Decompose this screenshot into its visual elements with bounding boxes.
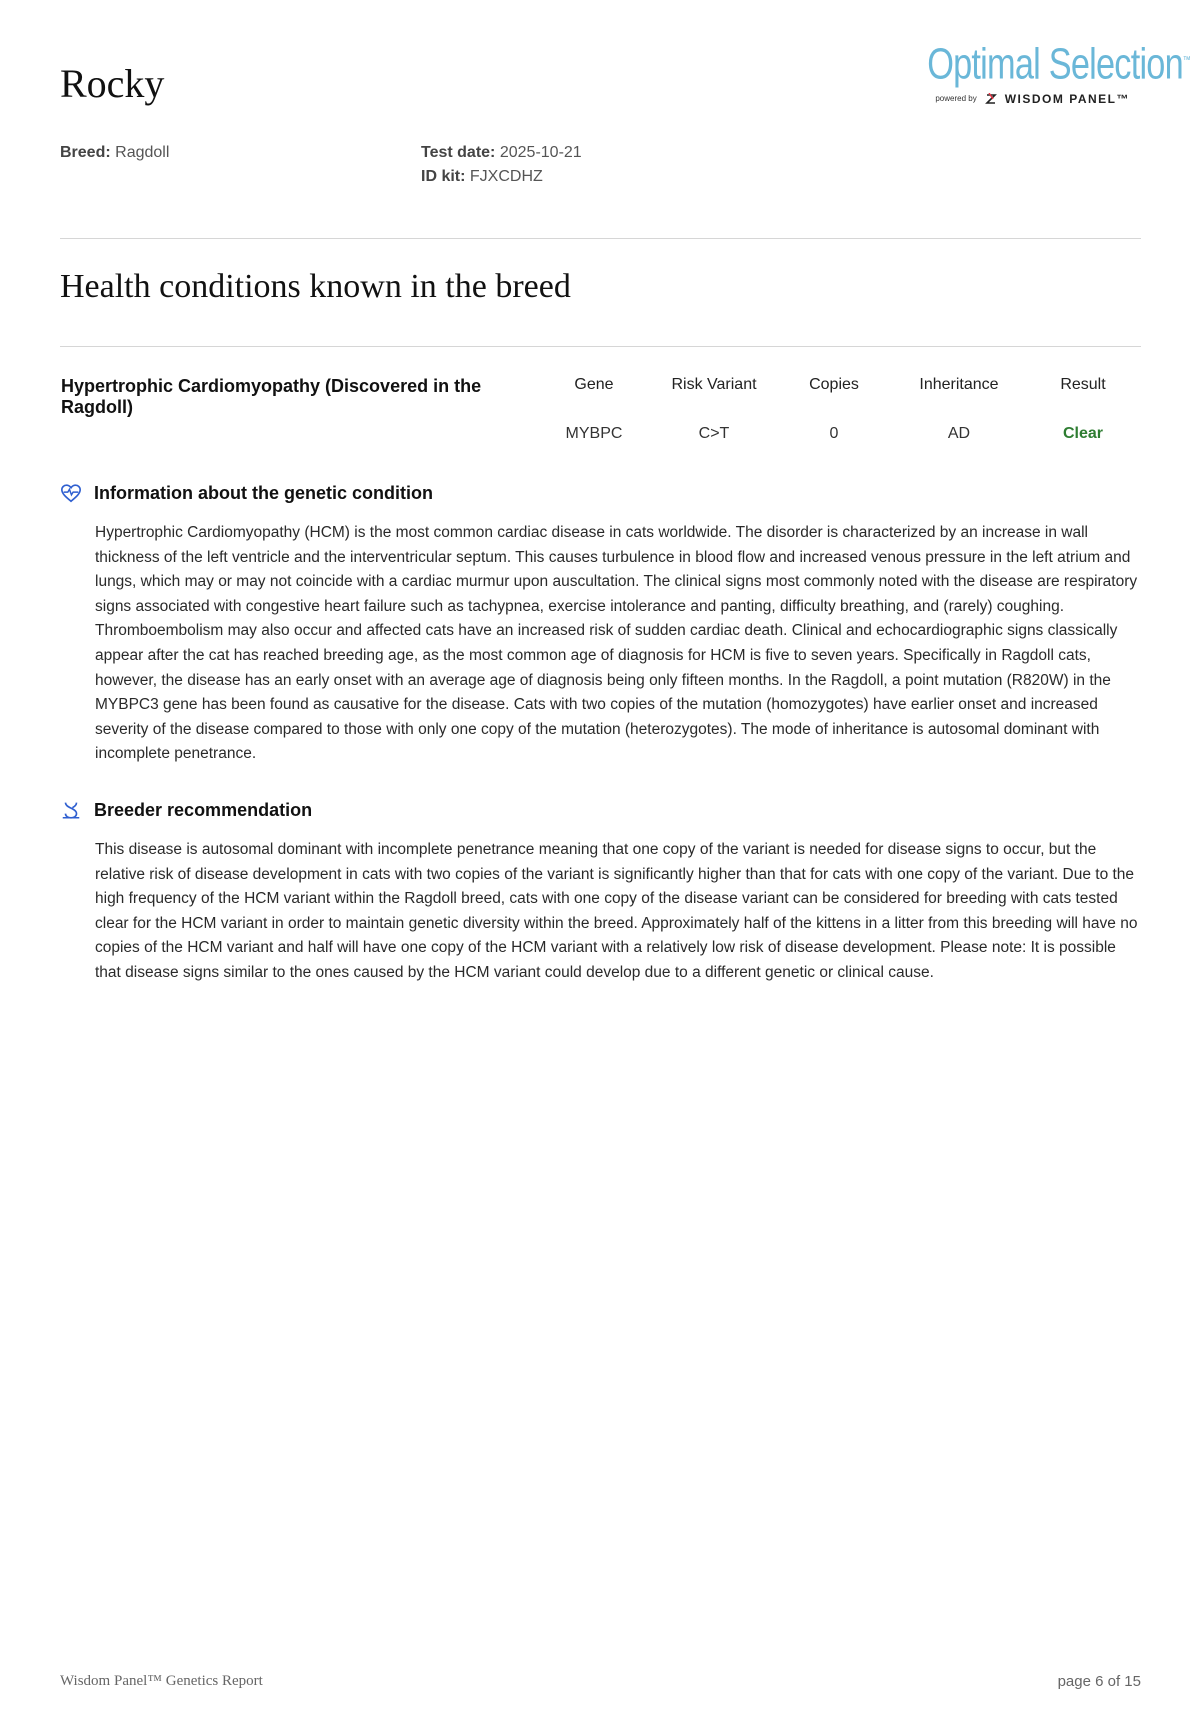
section-title: Health conditions known in the breed xyxy=(60,268,571,305)
divider xyxy=(60,346,1141,347)
result-header: Result xyxy=(1060,376,1106,393)
breeder-heading: Breeder recommendation xyxy=(60,799,312,821)
breed-info: Breed: Ragdoll xyxy=(60,144,170,161)
test-info: Test date: 2025-10-21 ID kit: FJXCDHZ xyxy=(421,144,582,185)
divider xyxy=(60,238,1141,239)
copies-header: Copies xyxy=(809,376,859,393)
result-value: Clear xyxy=(1062,425,1104,442)
gene-value: MYBPC xyxy=(565,425,623,442)
risk-variant-value: C>T xyxy=(698,425,730,442)
condition-name: Hypertrophic Cardiomyopathy (Discovered in the Ragdoll) xyxy=(61,376,482,417)
dna-ribbon-icon xyxy=(60,799,82,821)
info-heading: Information about the genetic condition xyxy=(60,482,433,504)
pet-name: Rocky xyxy=(60,61,165,106)
gene-header: Gene xyxy=(574,376,614,393)
inheritance-value: AD xyxy=(947,425,971,442)
heart-pulse-icon xyxy=(60,482,82,504)
risk-variant-header: Risk Variant xyxy=(671,376,757,393)
logo-title: Optimal Selection™ xyxy=(927,39,1190,89)
breed-value: Ragdoll xyxy=(115,144,170,161)
id-kit-value: FJXCDHZ xyxy=(469,168,543,185)
copies-value: 0 xyxy=(829,425,839,442)
optimal-selection-logo xyxy=(870,36,1190,106)
info-paragraph: Hypertrophic Cardiomyopathy (HCM) is the most common cardiac disease in cats worldwide. The disorder is characterized by an increase in wall thickness of the left ventricle and the interventricular septum. This causes turbulence in blood flow and increased venous pressure in the left atrium and lungs, which may or may not coincide with a cardiac murmur upon auscultation. The clinical signs most commonly noted with the disease are respiratory signs associated with congestive heart failure such as tachypnea, exercise intolerance and panting, difficulty breathing, and (rarely) coughing. Thromboembolism may also occur and affected cats have an increased risk of sudden cardiac death. Clinical and echocardiographic signs classically appear after the cat has reached breeding age, as the most common age of diagnosis for HCM is five to seven years. Specifically in Ragdoll cats, however, the disease has an early onset with an average age of diagnosis being only fifteen months. In the Ragdoll, a point mutation (R820W) in the MYBPC3 gene has been found as causative for the disease. Cats with two copies of the mutation (homozygotes) have earlier onset and increased severity of the disease compared to those with only one copy of the mutation (heterozygotes). The mode of inheritance is autosomal dominant with incomplete penetrance. xyxy=(95,524,1138,763)
footer-page-number: page 6 of 15 xyxy=(1057,1673,1141,1690)
test-date-value: 2025-10-21 xyxy=(499,144,582,161)
inheritance-header: Inheritance xyxy=(919,376,999,393)
breeder-paragraph: This disease is autosomal dominant with incomplete penetrance meaning that one copy of the variant is needed for disease signs to occur, but the relative risk of disease development in cats with two copies of the variant is significantly higher than that for cats with one copy of the variant. Due to the high frequency of the HCM variant within the Ragdoll breed, cats with one copy of the disease variant can be considered for breeding with cats tested clear for the HCM variant in order to maintain genetic diversity within the breed. Approximately half of the kittens in a litter from this breeding will have no copies of the HCM variant and half will have one copy of the HCM variant with a relatively low risk of disease development. Please note: It is possible that disease signs similar to the ones caused by the HCM variant could develop due to a different genetic or clinical cause. xyxy=(95,841,1138,981)
footer-report-title: Wisdom Panel™ Genetics Report xyxy=(60,1673,263,1689)
logo-powered-by: powered by WISDOM PANEL™ xyxy=(935,91,1130,106)
wisdom-panel-mark-icon xyxy=(985,93,997,105)
